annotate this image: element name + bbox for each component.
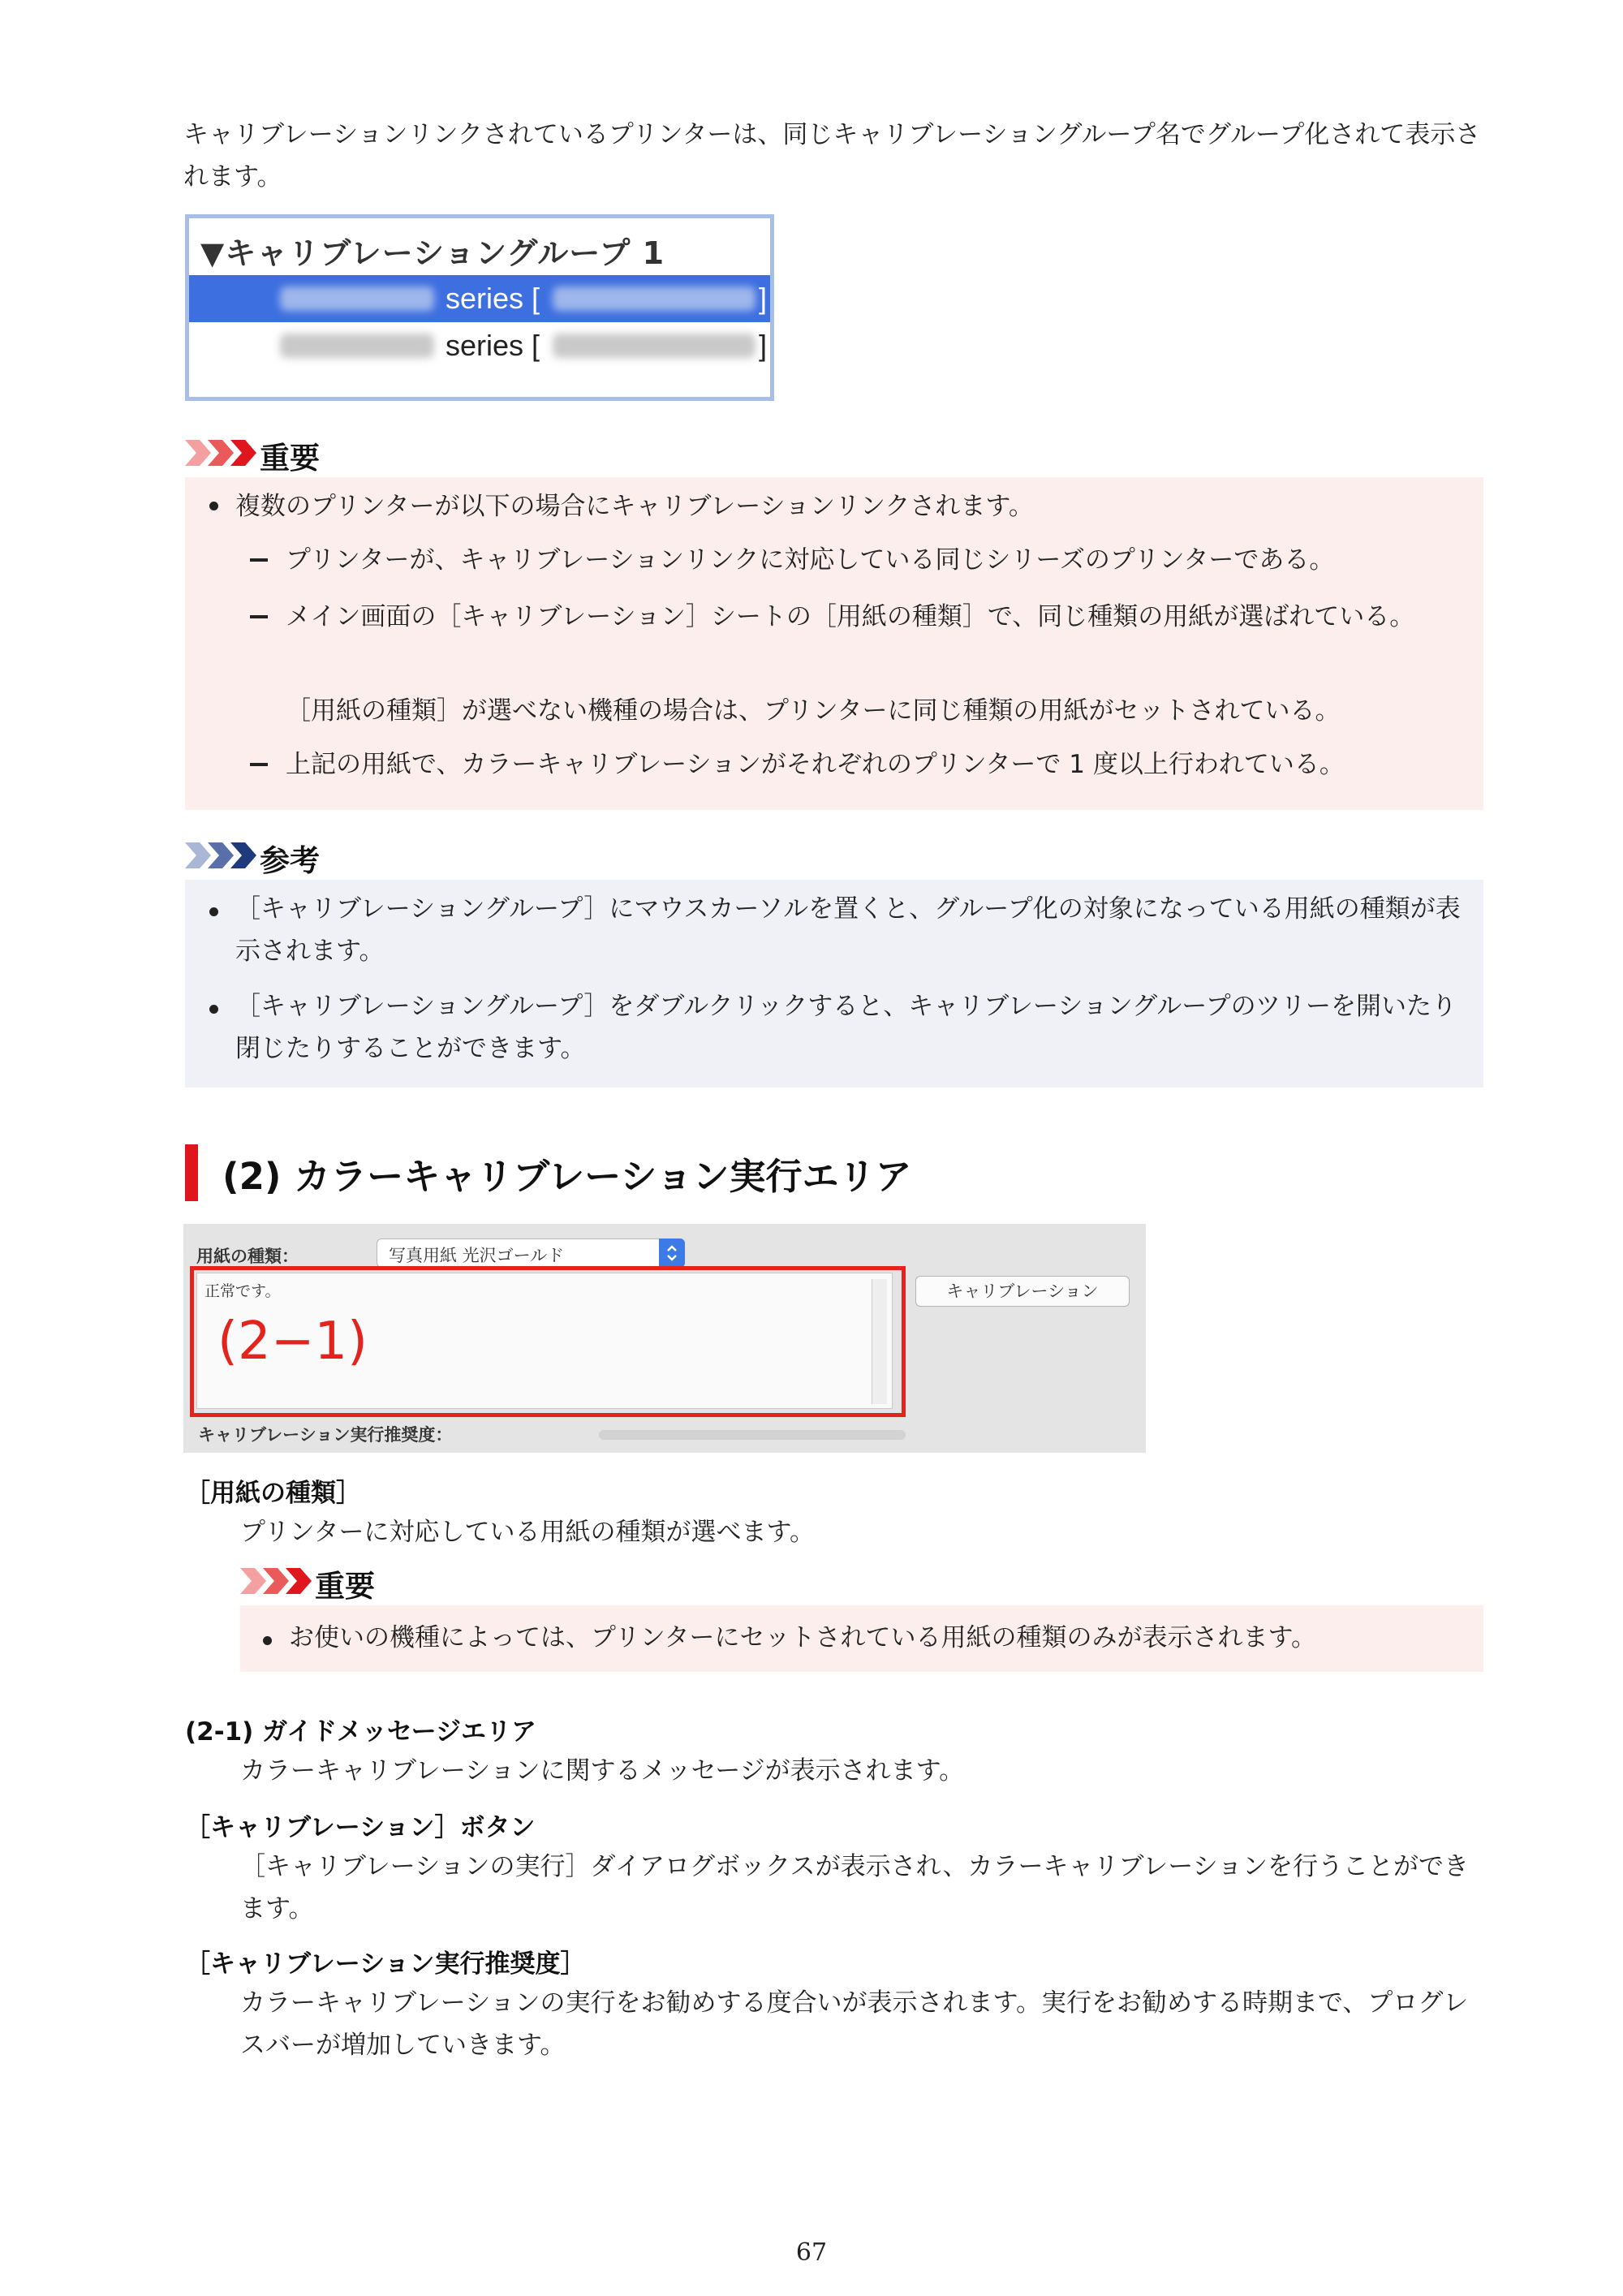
section-heading-bar (185, 1144, 198, 1201)
important-2-bullet: お使いの機種によっては、プリンターにセットされている用紙の種類のみが表示されます。 (289, 1623, 1317, 1652)
bullet-dot (209, 907, 218, 916)
recommend-label: キャリブレーション実行推奨度： (198, 1425, 453, 1445)
page-number: 67 (795, 2238, 828, 2267)
important-chevrons-icon (240, 1565, 315, 1597)
paper-type-select[interactable] (377, 1238, 685, 1268)
term-paper-type: ［用紙の種類］ (185, 1479, 361, 1508)
dash-marker (250, 558, 268, 562)
blurred-ip-address (553, 334, 756, 358)
reference-heading: 参考 (260, 843, 320, 878)
calibration-group-tree-screenshot (185, 214, 774, 401)
important-dash-2-note: ［用紙の種類］が選べない機種の場合は、プリンターに同じ種類の用紙がセットされている。 (286, 696, 1341, 726)
calibration-button[interactable]: キャリブレーション (915, 1276, 1130, 1307)
important-chevrons-icon (185, 437, 260, 469)
dash-marker (250, 615, 268, 618)
blurred-model-name (280, 334, 434, 358)
intro-text: キャリブレーションリンクされているプリンターは、同じキャリブレーショングループ名でグループ化されて表示されます。 (183, 120, 1481, 192)
important-dash-1: プリンターが、キャリブレーションリンクに対応している同じシリーズのプリンターである。 (286, 545, 1335, 575)
important-heading: 重要 (260, 441, 320, 476)
reference-chevrons-icon (185, 839, 260, 872)
term-guide-message-area: (2-1) ガイドメッセージエリア (185, 1717, 537, 1747)
desc-guide-message-area: カラーキャリブレーションに関するメッセージが表示されます。 (240, 1756, 965, 1786)
select-stepper-icon[interactable] (659, 1238, 685, 1268)
calibration-area-screenshot (183, 1224, 1146, 1453)
bullet-dot (209, 1005, 218, 1014)
desc-calibration-button: ［キャリブレーションの実行］ダイアログボックスが表示され、カラーキャリブレーションを行うことができます。 (240, 1852, 1470, 1923)
reference-bullet-2: ［キャリブレーショングループ］をダブルクリックすると、キャリブレーショングループのツリーを開いたり閉じたりすることができます。 (235, 992, 1457, 1063)
tree-row-selected (189, 275, 774, 322)
bracket: ] (759, 329, 768, 362)
reference-bullet-1: ［キャリブレーショングループ］にマウスカーソルを置くと、グループ化の対象になっている用紙の種類が表示されます。 (235, 894, 1461, 966)
guide-message: 正常です。 (204, 1282, 281, 1300)
bracket: ] (759, 282, 768, 315)
section-heading: (2) カラーキャリブレーション実行エリア (222, 1155, 912, 1198)
important-dash-2: メイン画面の［キャリブレーション］シートの［用紙の種類］で、同じ種類の用紙が選ばれている。 (286, 602, 1415, 631)
blurred-ip-address (553, 286, 756, 311)
series-label: series [ (446, 282, 540, 315)
recommend-progress-bar (599, 1430, 906, 1440)
desc-recommend-level: カラーキャリブレーションの実行をお勧めする度合いが表示されます。実行をお勧めする時期まで、プログレスバーが増加していきます。 (240, 1988, 1469, 2060)
paper-type-label: 用紙の種類： (196, 1247, 299, 1266)
term-calibration-button: ［キャリブレーション］ボタン (185, 1813, 536, 1842)
important-heading-2: 重要 (315, 1569, 375, 1604)
desc-paper-type: プリンターに対応している用紙の種類が選べます。 (240, 1518, 816, 1547)
blurred-model-name (280, 286, 434, 311)
paper-type-value: 写真用紙 光沢ゴールド (389, 1246, 565, 1265)
bullet-dot (209, 502, 218, 510)
important-dash-3: 上記の用紙で、カラーキャリブレーションがそれぞれのプリンターで 1 度以上行われている。 (286, 750, 1345, 779)
important-bullet: 複数のプリンターが以下の場合にキャリブレーションリンクされます。 (235, 492, 1034, 521)
calibration-group-label: ▼キャリブレーショングループ 1 (200, 235, 665, 271)
dash-marker (250, 763, 268, 766)
bullet-dot (263, 1636, 272, 1645)
highlight-frame (190, 1266, 906, 1417)
term-recommend-level: ［キャリブレーション実行推奨度］ (185, 1949, 586, 1979)
area-marker-label: (2−1) (217, 1312, 368, 1372)
series-label: series [ (446, 329, 540, 362)
tree-row (189, 322, 774, 369)
